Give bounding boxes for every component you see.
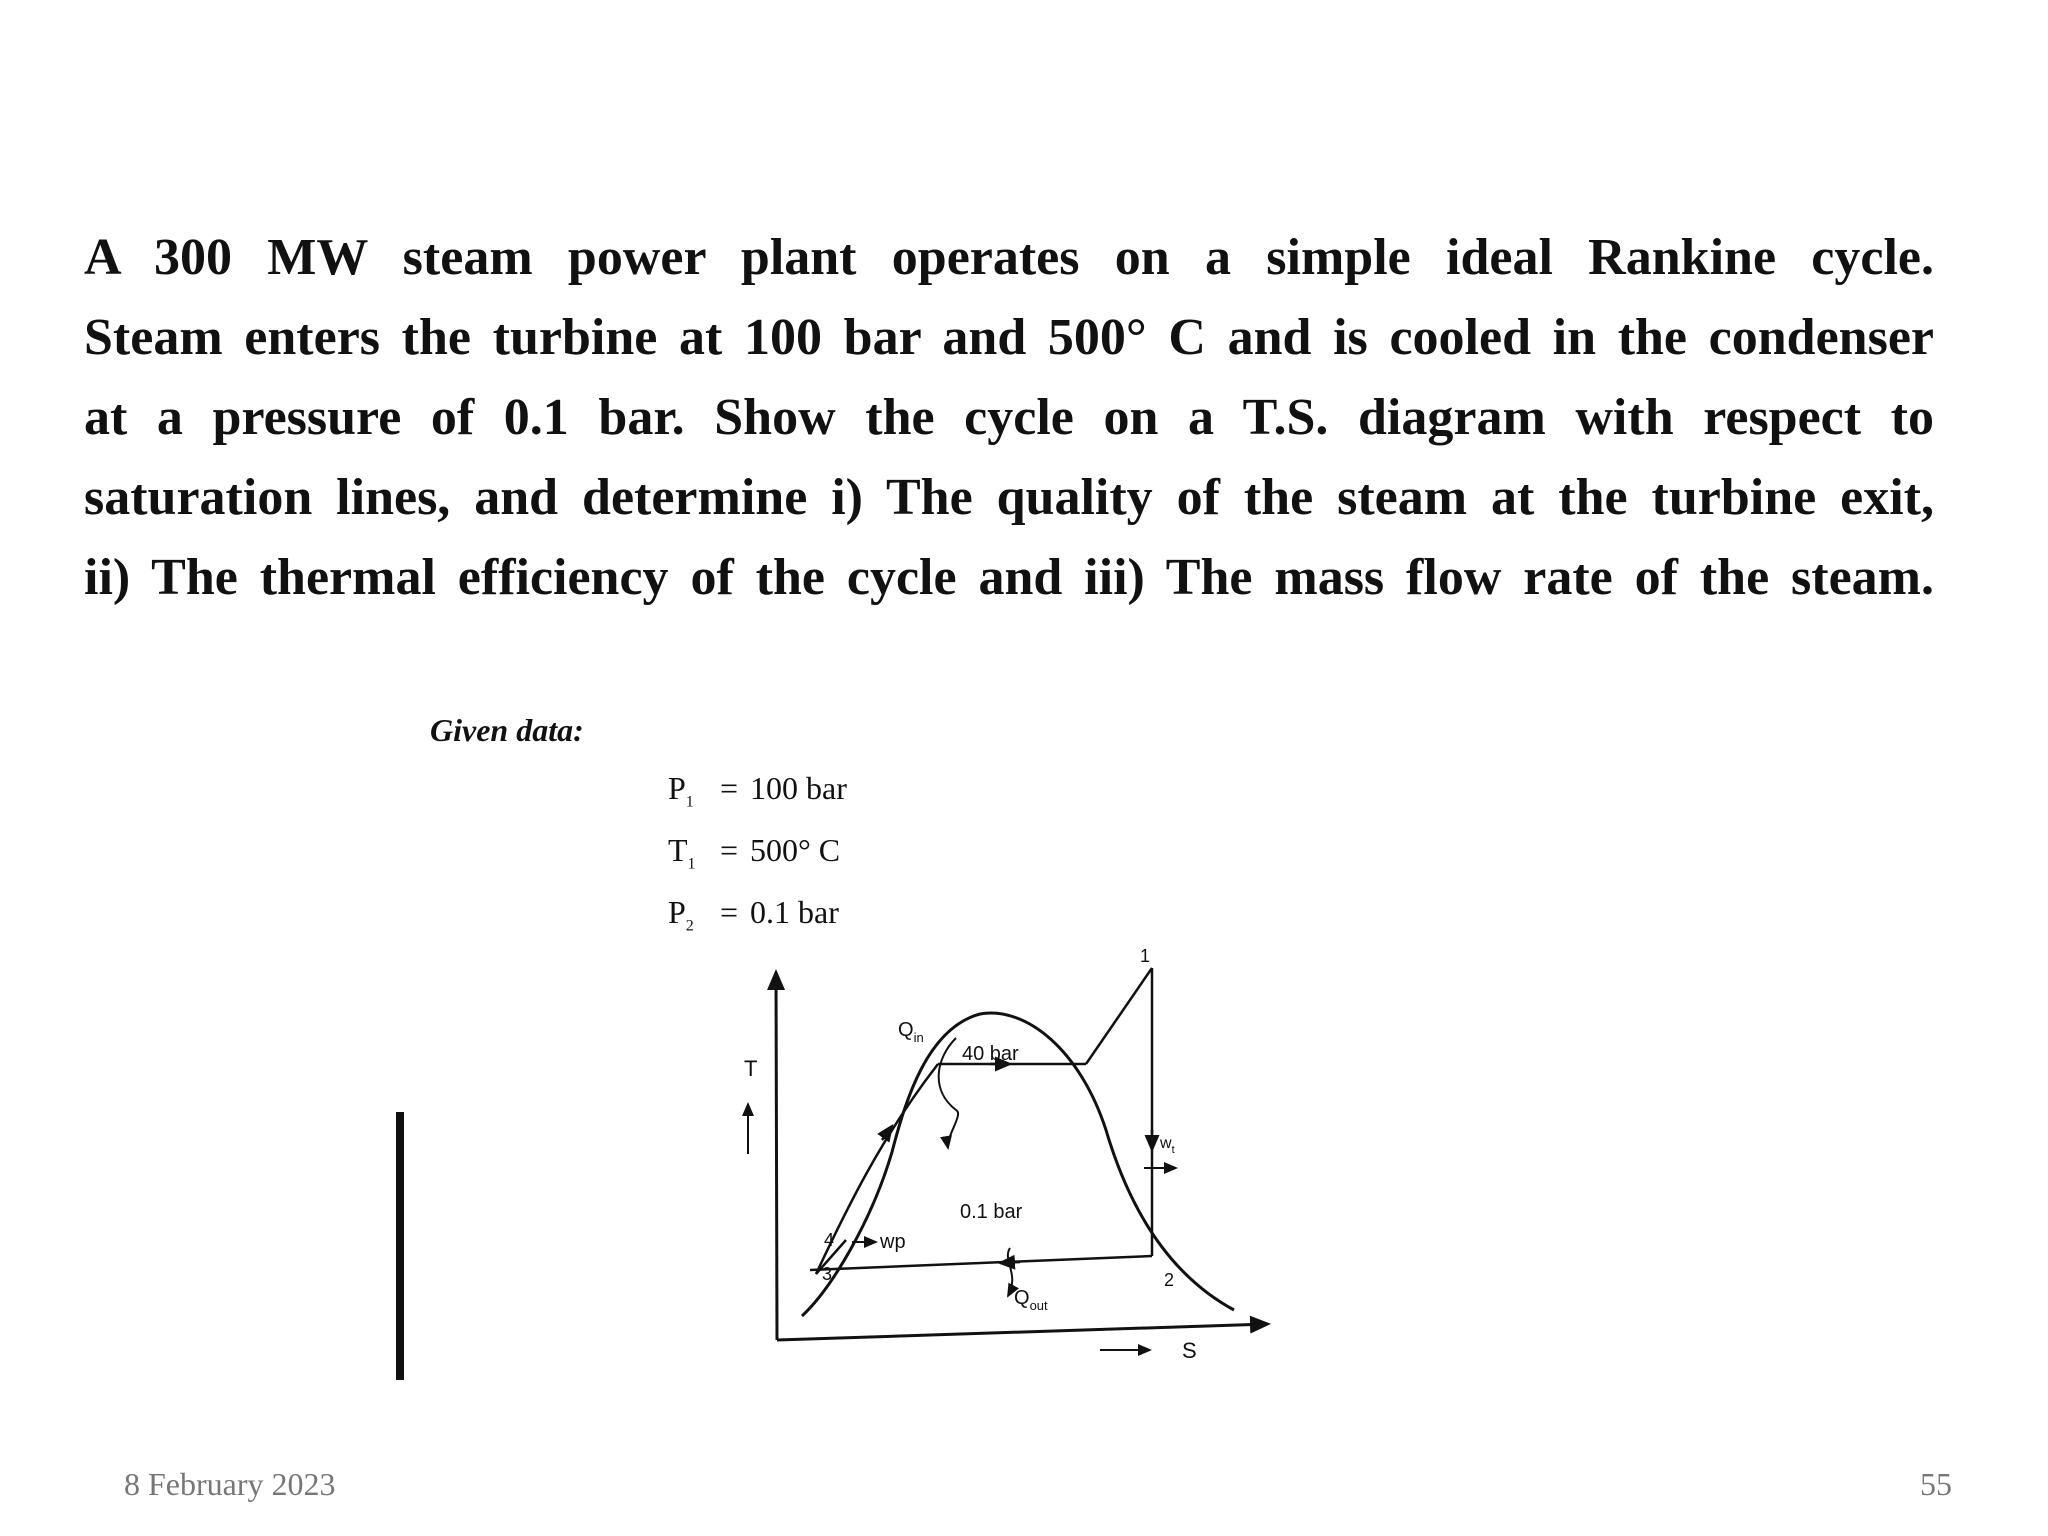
given-data-title: Given data: (430, 712, 584, 748)
s-axis-label: S (1182, 1338, 1197, 1360)
given-equals: = (719, 832, 739, 868)
wp-label: wp (880, 1231, 906, 1253)
given-symbol: T (668, 832, 688, 868)
problem-statement (84, 218, 1934, 618)
t-axis-label: T (744, 1056, 758, 1081)
point-3-label: 3 (822, 1264, 833, 1284)
given-subscript: 2 (685, 917, 694, 935)
problem-line-2: Steam enters the turbine at 100 bar and 500° C and is cooled in the condenser (84, 309, 1934, 366)
given-value: 500° C (750, 832, 841, 868)
footer-date: 8 February 2023 (124, 1466, 336, 1502)
q-in-label: $Q_{in}$ (898, 1019, 924, 1045)
q-out-arrow (1008, 1248, 1012, 1296)
q-in-arrow (939, 1038, 958, 1148)
low-pressure-label: 0.1 bar (960, 1201, 1023, 1223)
t-axis (776, 972, 777, 1340)
given-row-t1 (668, 832, 840, 873)
wt-label: $w_t$ (1160, 1135, 1175, 1156)
given-row-p2 (668, 894, 839, 935)
given-subscript: 1 (685, 793, 694, 811)
ts-diagram (720, 940, 1280, 1360)
given-equals: = (719, 770, 739, 806)
problem-line-3: at a pressure of 0.1 bar. Show the cycle on a T.S. diagram with respect to (84, 389, 1934, 446)
heating-line (816, 1064, 938, 1274)
q-out-label: $Q_{out}$ (1014, 1287, 1048, 1313)
given-row-p1 (668, 770, 847, 811)
point-1-label: 1 (1140, 946, 1151, 966)
point-2-label: 2 (1164, 1270, 1175, 1290)
footer-page-number: 55 (1920, 1466, 1952, 1502)
given-equals: = (719, 894, 739, 930)
problem-line-1: A 300 MW steam power plant operates on a simple ideal Rankine cycle. (84, 229, 1934, 286)
given-value: 100 bar (750, 770, 847, 806)
given-symbol: P (668, 894, 686, 930)
decorative-vertical-bar (396, 1112, 404, 1380)
given-subscript: 1 (687, 855, 696, 873)
condenser-line (810, 1256, 1152, 1270)
given-symbol: P (668, 770, 686, 806)
point-4-label: 4 (824, 1230, 835, 1250)
superheat-line (1086, 968, 1152, 1064)
problem-line-4: saturation lines, and determine i) The quality of the steam at the turbine exit, (84, 469, 1934, 526)
high-pressure-label: 40 bar (962, 1043, 1019, 1065)
problem-line-5: ii) The thermal efficiency of the cycle and iii) The mass flow rate of the steam. (84, 549, 1934, 606)
given-value: 0.1 bar (750, 894, 839, 930)
